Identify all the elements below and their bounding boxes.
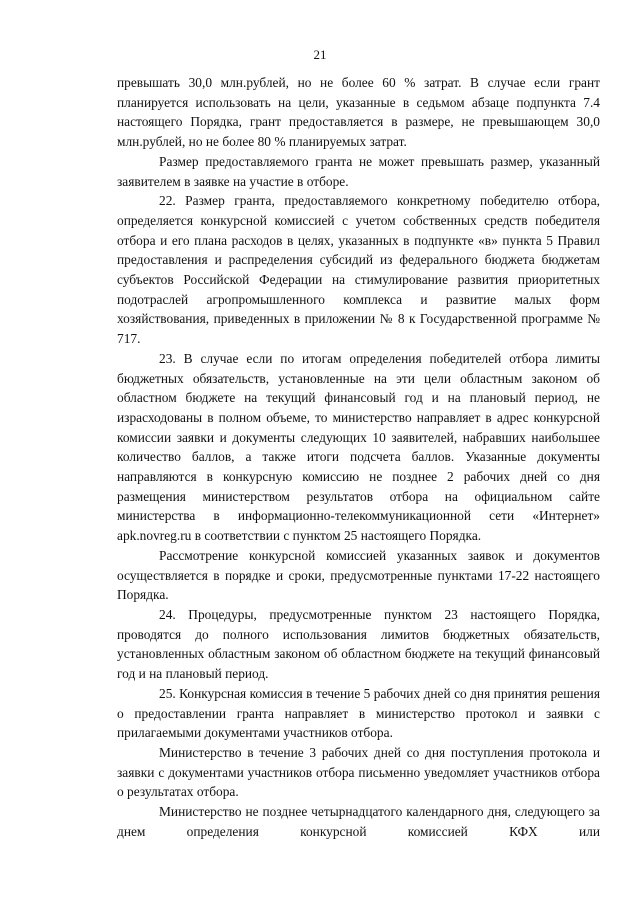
paragraph-grant-size-cap: Размер предоставляемого гранта не может превышать размер, указанный заявителем в заявке на участие в отборе. <box>117 153 600 189</box>
paragraph-commission-review: Рассмотрение конкурсной комиссией указанных заявок и документов осуществляется в порядке и сроки, предусмотренные пунктами 17-22 настоящего Порядка. <box>117 547 600 603</box>
paragraph-grant-limit: превышать 30,0 млн.рублей, но не более 60 % затрат. В случае если грант планируется использовать на цели, указанные в седьмом абзаце подпункта 7.4 настоящего Порядка, грант предоставляется в размере, не превышающем 30,0 млн.рублей, но не более 80 % планируемых затрат. <box>117 75 600 150</box>
document-body <box>117 73 600 841</box>
paragraph-item-25: 25. Конкурсная комиссия в течение 5 рабочих дней со дня принятия решения о предоставлении гранта направляет в министерство протокол и заявки с прилагаемыми документами участников отбора. <box>117 685 600 741</box>
paragraph-ministry-notification: Министерство в течение 3 рабочих дней со дня поступления протокола и заявки с документами участников отбора письменно уведомляет участников отбора о результатах отбора. <box>117 744 600 800</box>
paragraph-item-24: 24. Процедуры, предусмотренные пунктом 23 настоящего Порядка, проводятся до полного использования лимитов бюджетных обязательств, установленных областным законом об областном бюджете на текущий финансовый год и на плановый период. <box>117 606 600 682</box>
paragraph-ministry-deadline: Министерство не позднее четырнадцатого календарного дня, следующего за днем определения конкурсной комиссией КФХ или <box>117 804 600 839</box>
paragraph-item-23: 23. В случае если по итогам определения победителей отбора лимиты бюджетных обязательств, установленные на эти цели областным законом об областном бюджете на текущий финансовый год и на плановый период, не израсходованы в полном объеме, то министерство направляет в адрес конкурсной комиссии заявки и документы следующих 10 заявителей, набравших наибольшее количество баллов, а также итоги подсчета баллов. Указанные документы направляются в конкурсную комиссию не позднее 2 рабочих дней со дня размещения министерством результатов отбора на официальном сайте министерства в информационно-телекоммуникационной сети «Интернет» apk.novreg.ru в соответствии с пунктом 25 настоящего Порядка. <box>117 350 600 544</box>
page-number: 21 <box>313 47 327 62</box>
paragraph-item-22: 22. Размер гранта, предоставляемого конкретному победителю отбора, определяется конкурсной комиссией с учетом собственных средств победителя отбора и его плана расходов в целях, указанных в подпункте «в» пункта 5 Правил предоставления и распределения субсидий из федерального бюджета бюджетам субъектов Российской Федерации на стимулирование развития приоритетных подотраслей агропромышленного комплекса и развитие малых форм хозяйствования, приведенных в приложении № 8 к Государственной программе № 717. <box>117 193 600 347</box>
